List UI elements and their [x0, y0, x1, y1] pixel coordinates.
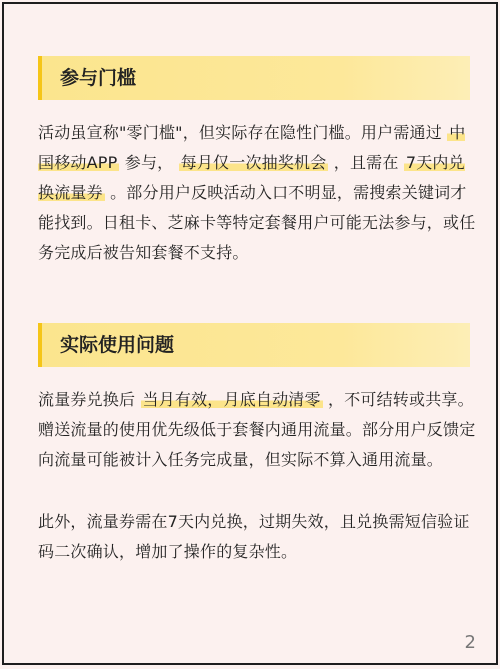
- text-segment: 活动虽宣称"零门槛"，但实际存在隐性门槛。用户需通过: [38, 123, 448, 142]
- text-segment: 流量券兑换后: [38, 390, 141, 409]
- participation-threshold-paragraph: [38, 118, 478, 268]
- text-segment: 。部分用户反映活动入口不明显，需搜索关键词才能找到。日租卡、芝麻卡等特定套餐用户可能无法参与，或任务完成后被告知套餐不支持。: [38, 183, 476, 262]
- usage-issues-paragraph: [38, 385, 478, 475]
- text-segment: ，且需在: [328, 153, 404, 172]
- section-heading-actual-usage-issues: 实际使用问题: [38, 323, 470, 367]
- section-heading-participation-threshold: 参与门槛: [38, 56, 470, 100]
- highlight-monthly-draw: 每月仅一次抽奖机会: [180, 153, 327, 172]
- additional-notes-paragraph: 此外，流量券需在7天内兑换，过期失效，且兑换需短信验证码二次确认，增加了操作的复杂性。: [38, 512, 470, 561]
- highlight-monthly-validity: 当月有效，月底自动清零: [142, 390, 321, 409]
- text-segment: ，不可结转或共享。赠送流量的使用优先级低于套餐内通用流量。部分用户反馈定向流量可能被计入任务完成量，但实际不算入通用流量。: [38, 390, 476, 469]
- highlight-china-mobile-app: 中国移动APP: [38, 123, 466, 172]
- page: [2, 2, 498, 665]
- highlight-7-day-redeem: 7天内兑换流量券: [38, 153, 465, 202]
- text-segment: 参与，: [119, 153, 179, 172]
- page-number: 2: [464, 632, 476, 653]
